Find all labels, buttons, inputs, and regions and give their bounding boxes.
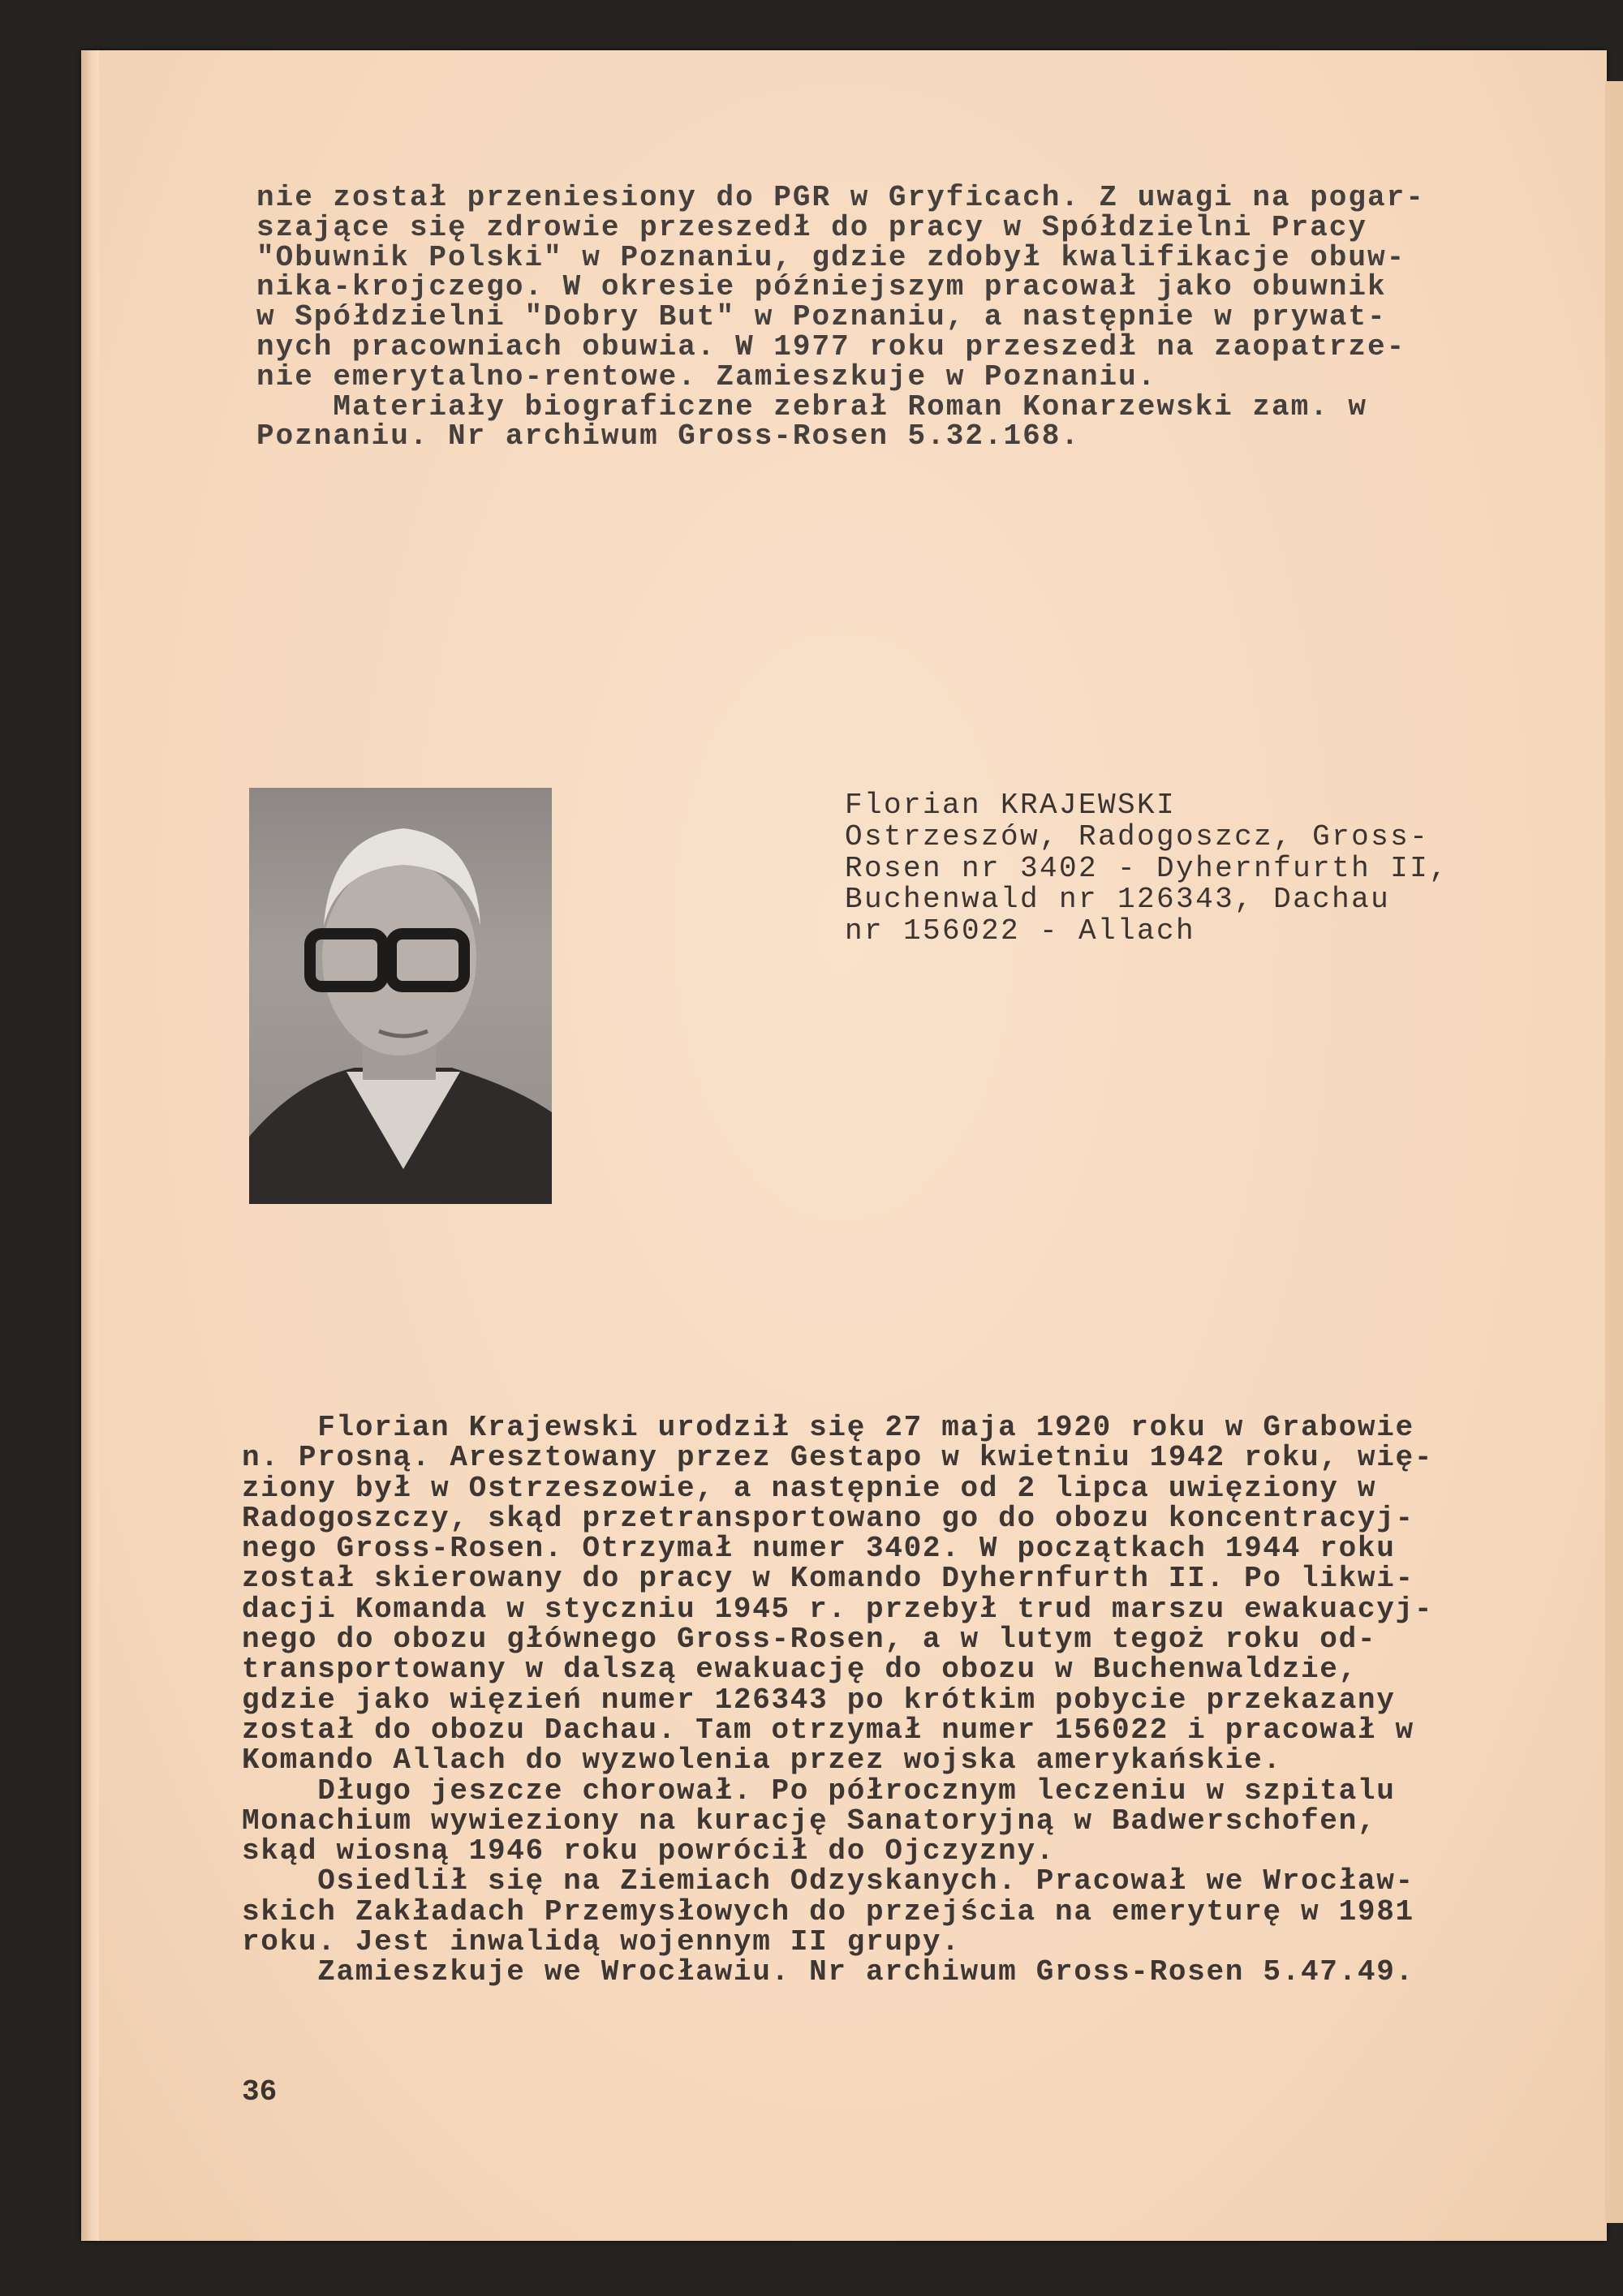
text-line: roku. Jest inwalidą wojennym II grupy.: [242, 1925, 961, 1959]
page-binding: [81, 50, 99, 2241]
text-line: Poznaniu. Nr archiwum Gross-Rosen 5.32.168.: [256, 419, 1080, 454]
text-line: n. Prosną. Aresztowany przez Gestapo w kwietniu 1942 roku, wię-: [242, 1441, 1434, 1475]
text-line: Długo jeszcze chorował. Po półrocznym leczeniu w szpitalu: [242, 1774, 1396, 1808]
previous-entry-text: [256, 183, 1425, 452]
text-line: "Obuwnik Polski" w Poznaniu, gdzie zdobył kwalifikacje obuw-: [256, 240, 1406, 274]
text-line: nego Gross-Rosen. Otrzymał numer 3402. W początkach 1944 roku: [242, 1532, 1396, 1566]
text-line: nie emerytalno-rentowe. Zamieszkuje w Poznaniu.: [256, 359, 1157, 393]
entry-caption: [845, 790, 1449, 948]
text-line: skich Zakładach Przemysłowych do przejścia na emeryturę w 1981: [242, 1894, 1414, 1928]
text-line: został do obozu Dachau. Tam otrzymał numer 156022 i pracował w: [242, 1713, 1414, 1747]
text-line: gdzie jako więzień numer 126343 po krótkim pobycie przekazany: [242, 1683, 1396, 1717]
text-line: skąd wiosną 1946 roku powrócił do Ojczyzny.: [242, 1834, 1056, 1868]
text-line: Komando Allach do wyzwolenia przez wojska amerykańskie.: [242, 1743, 1282, 1778]
page-number: 36: [242, 2075, 278, 2109]
text-line: dacji Komanda w styczniu 1945 r. przebył trud marszu ewakuacyj-: [242, 1592, 1434, 1626]
portrait-image: [249, 788, 552, 1204]
caption-line: nr 156022 - Allach: [845, 914, 1196, 948]
text-line: nie został przeniesiony do PGR w Gryficach. Z uwagi na pogar-: [256, 181, 1425, 214]
text-line: szające się zdrowie przeszedł do pracy w Spółdzielni Pracy: [256, 210, 1368, 244]
caption-line: Rosen nr 3402 - Dyhernfurth II,: [845, 851, 1449, 885]
text-line: Monachium wywieziony na kurację Sanatoryjną w Badwerschofen,: [242, 1804, 1377, 1838]
text-line: nika-krojczego. W okresie późniejszym pracował jako obuwnik: [256, 270, 1387, 304]
next-page-edge: [1605, 81, 1623, 2223]
text-line: transportowany w dalszą ewakuację do obozu w Buchenwaldzie,: [242, 1653, 1358, 1687]
portrait-photo: [249, 788, 552, 1204]
text-line: ziony był w Ostrzeszowie, a następnie od 2 lipca uwięziony w: [242, 1471, 1377, 1505]
text-line: nych pracowniach obuwia. W 1977 roku przeszedł na zaopatrze-: [256, 329, 1406, 363]
text-line: Osiedlił się na Ziemiach Odzyskanych. Pracował we Wrocław-: [242, 1864, 1414, 1898]
entry-biography: [242, 1412, 1433, 1988]
text-line: Zamieszkuje we Wrocławiu. Nr archiwum Gross-Rosen 5.47.49.: [242, 1955, 1414, 1989]
caption-line: Buchenwald nr 126343, Dachau: [845, 883, 1391, 917]
text-line: nego do obozu głównego Gross-Rosen, a w lutym tegoż roku od-: [242, 1623, 1377, 1657]
caption-line: Ostrzeszów, Radogoszcz, Gross-: [845, 819, 1430, 853]
text-line: Florian Krajewski urodził się 27 maja 1920 roku w Grabowie: [242, 1411, 1414, 1444]
text-line: Radogoszczy, skąd przetransportowano go do obozu koncentracyj-: [242, 1501, 1414, 1535]
caption-line: Florian KRAJEWSKI: [845, 789, 1177, 822]
text-line: w Spółdzielni "Dobry But" w Poznaniu, a następnie w prywat-: [256, 300, 1387, 334]
text-line: Materiały biograficzne zebrał Roman Konarzewski zam. w: [256, 389, 1368, 424]
text-line: został skierowany do pracy w Komando Dyhernfurth II. Po likwi-: [242, 1562, 1414, 1596]
